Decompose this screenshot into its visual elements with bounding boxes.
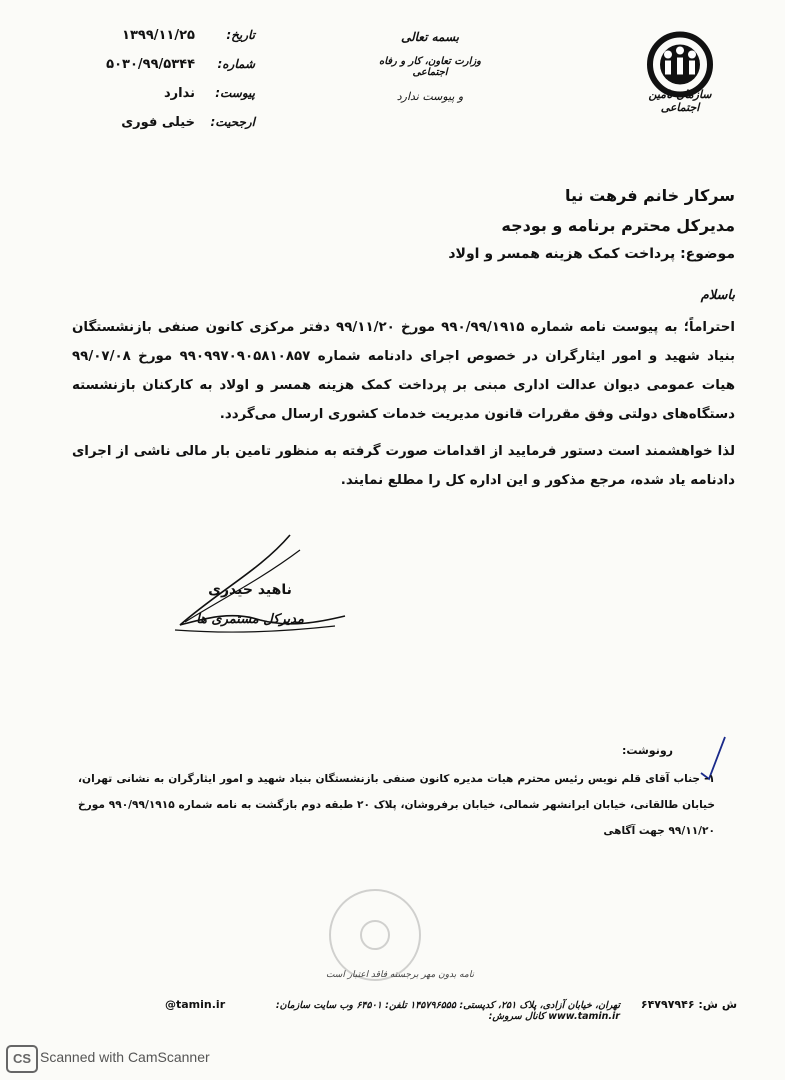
meta-label: تاریخ: xyxy=(226,28,255,42)
camscanner-logo-icon: CS xyxy=(6,1045,38,1073)
meta-value: ۵۰۳۰/۹۹/۵۳۴۴ xyxy=(106,57,195,72)
ministry-name: وزارت تعاون، کار و رفاه اجتماعی xyxy=(378,56,482,78)
copies-title: رونوشت: xyxy=(621,744,673,757)
signer-name: ناهید حیدری xyxy=(208,582,292,598)
meta-value: خیلی فوری xyxy=(121,115,195,130)
recipient-name: سرکار خانم فرهت نیا xyxy=(564,186,735,205)
body-paragraph-2: لذا خواهشمند است دستور فرمایید از اقدامات صورت گرفته به منظور تامین بار مالی ناشی از اجرای دادنامه یاد شده، مرجع مذکور و این اداره کل را مطلع نمایند. xyxy=(72,444,735,488)
email-handle: @tamin.ir xyxy=(165,998,226,1011)
fax-number: ش ش: ۶۴۷۹۷۹۴۶ xyxy=(640,998,737,1011)
letter-heading xyxy=(370,30,490,115)
signer-title: مدیرکل مستمری ها xyxy=(196,612,304,627)
meta-label: شماره: xyxy=(217,57,255,71)
bismillah: بسمه تعالی xyxy=(400,30,460,44)
footer-address: تهران، خیابان آزادی، پلاک ۲۵۱، کدپستی: ۱۴۵۷۹۶۵۵۵ تلفن: ۶۴۵۰۱ وب سایت سازمان: www.tamin.ir کانال سروش: xyxy=(275,1000,620,1022)
meta-row-number xyxy=(95,57,255,86)
meta-row-attachment xyxy=(95,86,255,115)
copies-text: ۱- جناب آقای قلم نویس رئیس محترم هیات مدیره کانون صنفی بازنشستگان بنیاد شهید و امور ایثارگران به نشانی تهران، خیابان طالقانی، خیابان ایرانشهر شمالی، خیابان برفروشان، پلاک ۲۰ طبقه دوم بازگشت به نامه شماره ۹۹۰/۹۹/۱۹۱۵ مورخ ۹۹/۱۱/۲۰ جهت آگاهی xyxy=(78,773,716,837)
stamp-note: نامه بدون مهر برجسته فاقد اعتبار است xyxy=(325,970,475,980)
meta-row-date xyxy=(95,28,255,57)
organization-name: سازمان تامین اجتماعی xyxy=(648,88,712,114)
letter-meta xyxy=(95,28,255,144)
body-paragraph-1: احتراماً؛ به پیوست نامه شماره ۹۹۰/۹۹/۱۹۱۵ مورخ ۹۹/۱۱/۲۰ دفتر مرکزی کانون صنفی بازنشستگان بنیاد شهید و امور ایثارگران در خصوص اجرای دادنامه شماره ۹۹۰۹۹۷۰۹۰۵۸۱۰۸۵۷ مورخ ۹۹/۰۷/۰۸ هیات عمومی دیوان عدالت اداری مبنی بر پرداخت کمک هزینه همسر و اولاد به کارکنان بازنشسته دستگاه‌های دولتی وفق مقررات قانون مدیریت خدمات کشوری ارسال می‌گردد. xyxy=(72,320,736,422)
greeting: باسلام xyxy=(700,288,735,303)
camscanner-watermark: Scanned with CamScanner xyxy=(40,1049,210,1065)
meta-row-priority xyxy=(95,115,255,144)
letter-subject: موضوع: پرداخت کمک هزینه همسر و اولاد xyxy=(448,246,735,262)
attachment-note: و پیوست ندارد xyxy=(396,90,464,103)
recipient-title: مدیرکل محترم برنامه و بودجه xyxy=(501,216,735,235)
meta-value: ۱۳۹۹/۱۱/۲۵ xyxy=(122,28,195,43)
meta-label: پیوست: xyxy=(215,86,255,100)
meta-label: ارجحیت: xyxy=(210,115,255,129)
meta-value: ندارد xyxy=(163,86,195,101)
